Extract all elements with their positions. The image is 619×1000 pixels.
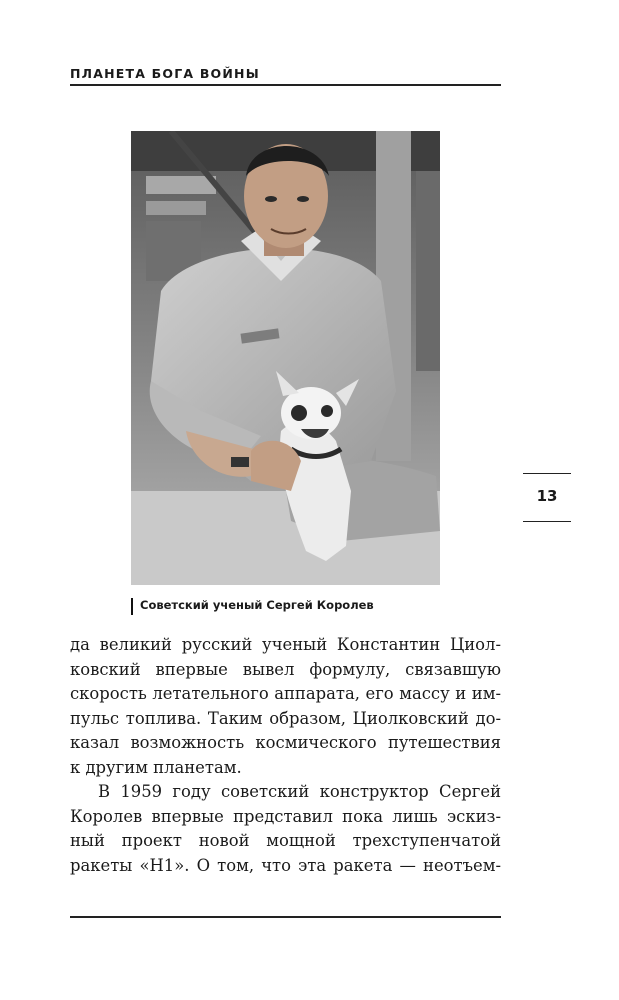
text-line: скорость летательного аппарата, его массу и им- (70, 684, 501, 703)
page-number-rule-top (523, 473, 571, 474)
page-number-rule-bottom (523, 521, 571, 522)
text-line: ракеты «Н1». О том, что эта ракета — неотъем- (70, 855, 501, 875)
text-line: В 1959 году советский конструктор Сергей (98, 782, 501, 801)
header-rule (70, 84, 501, 86)
running-head: ПЛАНЕТА БОГА ВОЙНЫ (70, 66, 260, 81)
caption-marker (131, 598, 133, 615)
text-line: ный проект новой мощной трехступенчатой (70, 831, 501, 850)
photo-sergey-korolev (131, 131, 440, 585)
text-line: да великий русский ученый Константин Циол- (70, 635, 501, 654)
text-line: пульс топлива. Таким образом, Циолковский до- (70, 708, 501, 728)
text-line: Королев впервые представил пока лишь эскиз- (70, 806, 501, 826)
text-line: к другим планетам. (70, 757, 242, 777)
text-line: ковский впервые вывел формулу, связавшую (70, 659, 501, 679)
body-text (70, 633, 501, 878)
footer-rule (70, 916, 501, 918)
page-number: 13 (536, 487, 558, 505)
text-line: казал возможность космического путешествия (70, 733, 501, 752)
photo-caption: Советский ученый Сергей Королев (140, 598, 374, 612)
